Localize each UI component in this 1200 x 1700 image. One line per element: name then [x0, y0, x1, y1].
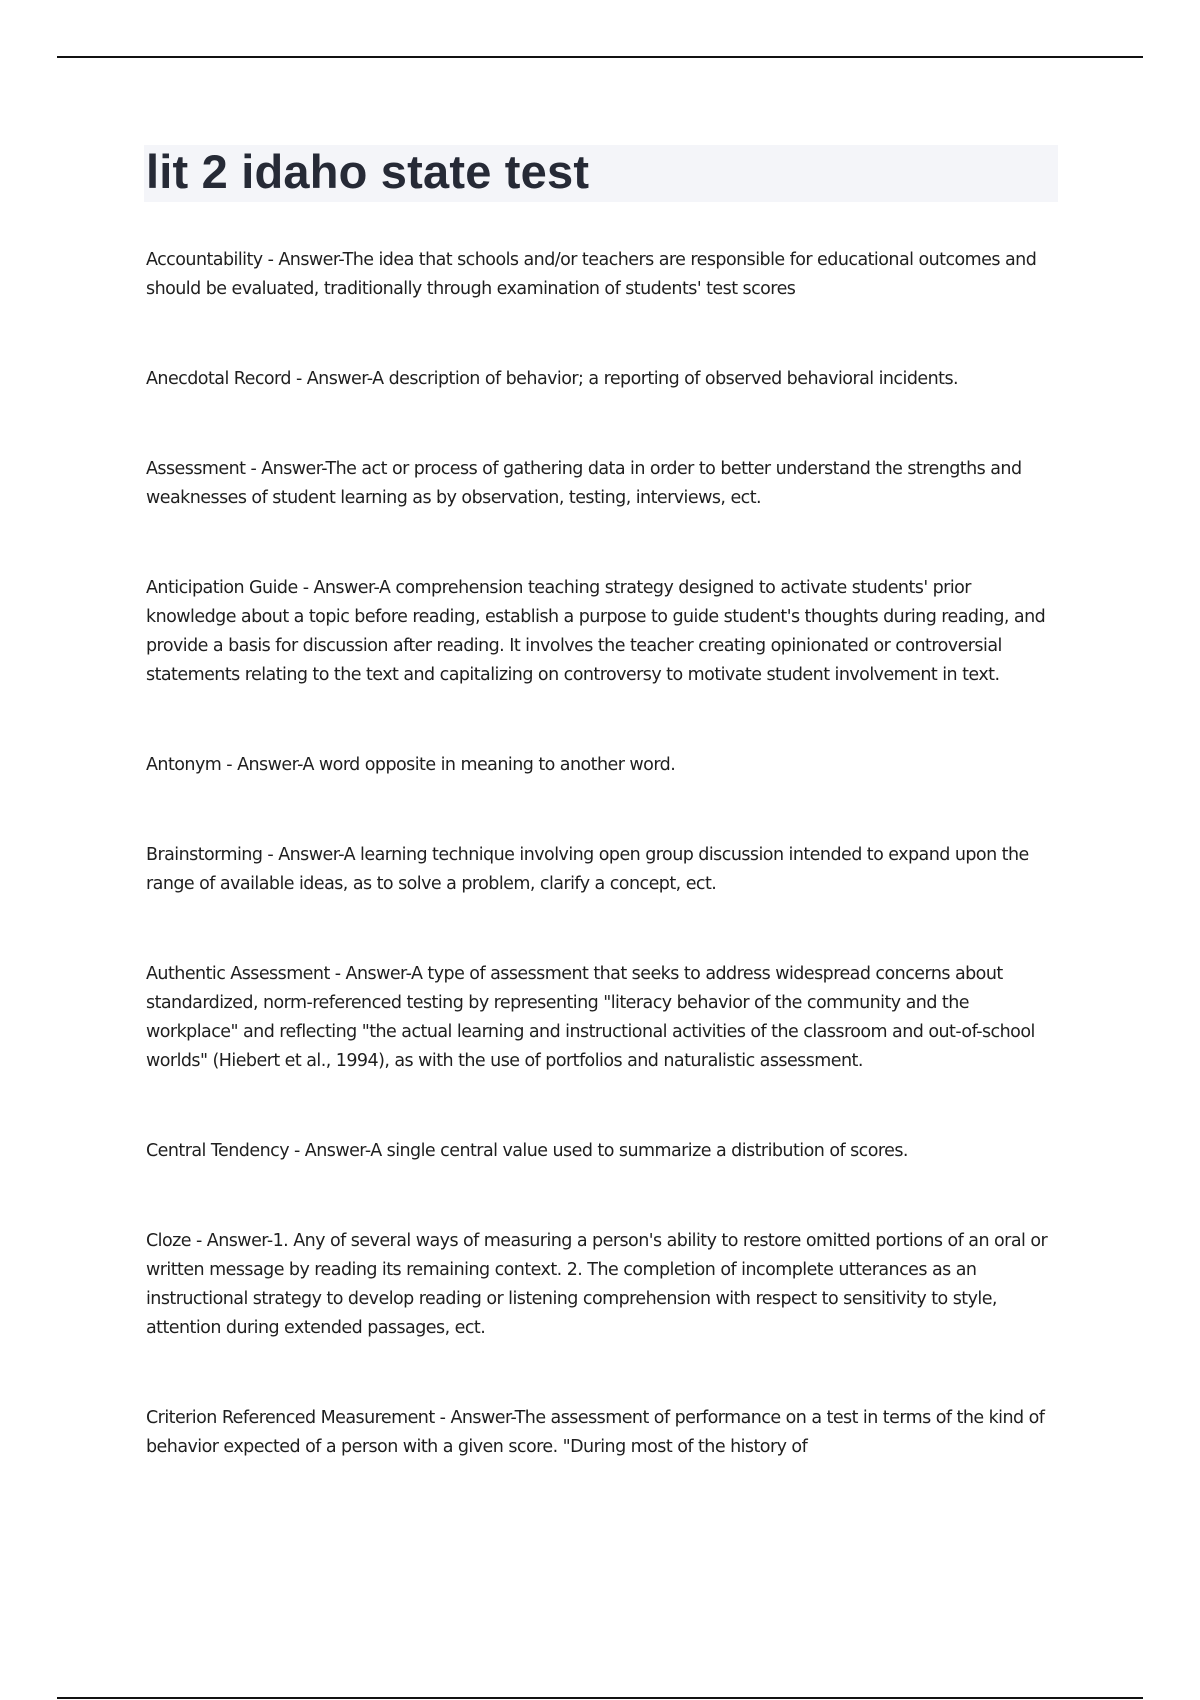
header-rule: [57, 56, 1143, 58]
entry-brainstorming: Brainstorming - Answer-A learning technique involving open group discussion intended to expand upon the range of available ideas, as to solve a problem, clarify a concept, ect.: [146, 845, 1029, 894]
entry-antonym: Antonym - Answer-A word opposite in meaning to another word.: [146, 755, 676, 775]
glossary-entries: [146, 246, 1061, 1523]
entry-anticipation-guide: Anticipation Guide - Answer-A comprehension teaching strategy designed to activate students' prior knowledge about a topic before reading, establish a purpose to guide student's thoughts during reading, and provide a basis for discussion after reading. It involves the teacher creating opinionated or controversial statements relating to the text and capitalizing on controversy to motivate student involvement in text.: [146, 578, 1046, 685]
entry-accountability: Accountability - Answer-The idea that schools and/or teachers are responsible for educational outcomes and should be evaluated, traditionally through examination of students' test scores: [146, 250, 1037, 299]
document-title: lit 2 idaho state test: [146, 145, 590, 198]
entry-criterion-referenced-measurement: Criterion Referenced Measurement - Answer-The assessment of performance on a test in terms of the kind of behavior expected of a person with a given score. "During most of the history of: [146, 1408, 1045, 1457]
entry-central-tendency: Central Tendency - Answer-A single central value used to summarize a distribution of scores.: [146, 1141, 908, 1161]
footer-rule: [57, 1697, 1143, 1699]
entry-assessment: Assessment - Answer-The act or process of gathering data in order to better understand the strengths and weaknesses of student learning as by observation, testing, interviews, ect.: [146, 459, 1022, 508]
entry-authentic-assessment: Authentic Assessment - Answer-A type of assessment that seeks to address widespread concerns about standardized, norm-referenced testing by representing "literacy behavior of the community and the workplace" and reflecting "the actual learning and instructional activities of the classroom and out-of-school worlds" (Hiebert et al., 1994), as with the use of portfolios and naturalistic assessment.: [146, 964, 1035, 1071]
entry-cloze: Cloze - Answer-1. Any of several ways of measuring a person's ability to restore omitted portions of an oral or written message by reading its remaining context. 2. The completion of incomplete utterances as an instructional strategy to develop reading or listening comprehension with respect to sensitivity to style, attention during extended passages, ect.: [146, 1231, 1048, 1338]
entry-anecdotal-record: Anecdotal Record - Answer-A description of behavior; a reporting of observed behavioral incidents.: [146, 369, 959, 389]
